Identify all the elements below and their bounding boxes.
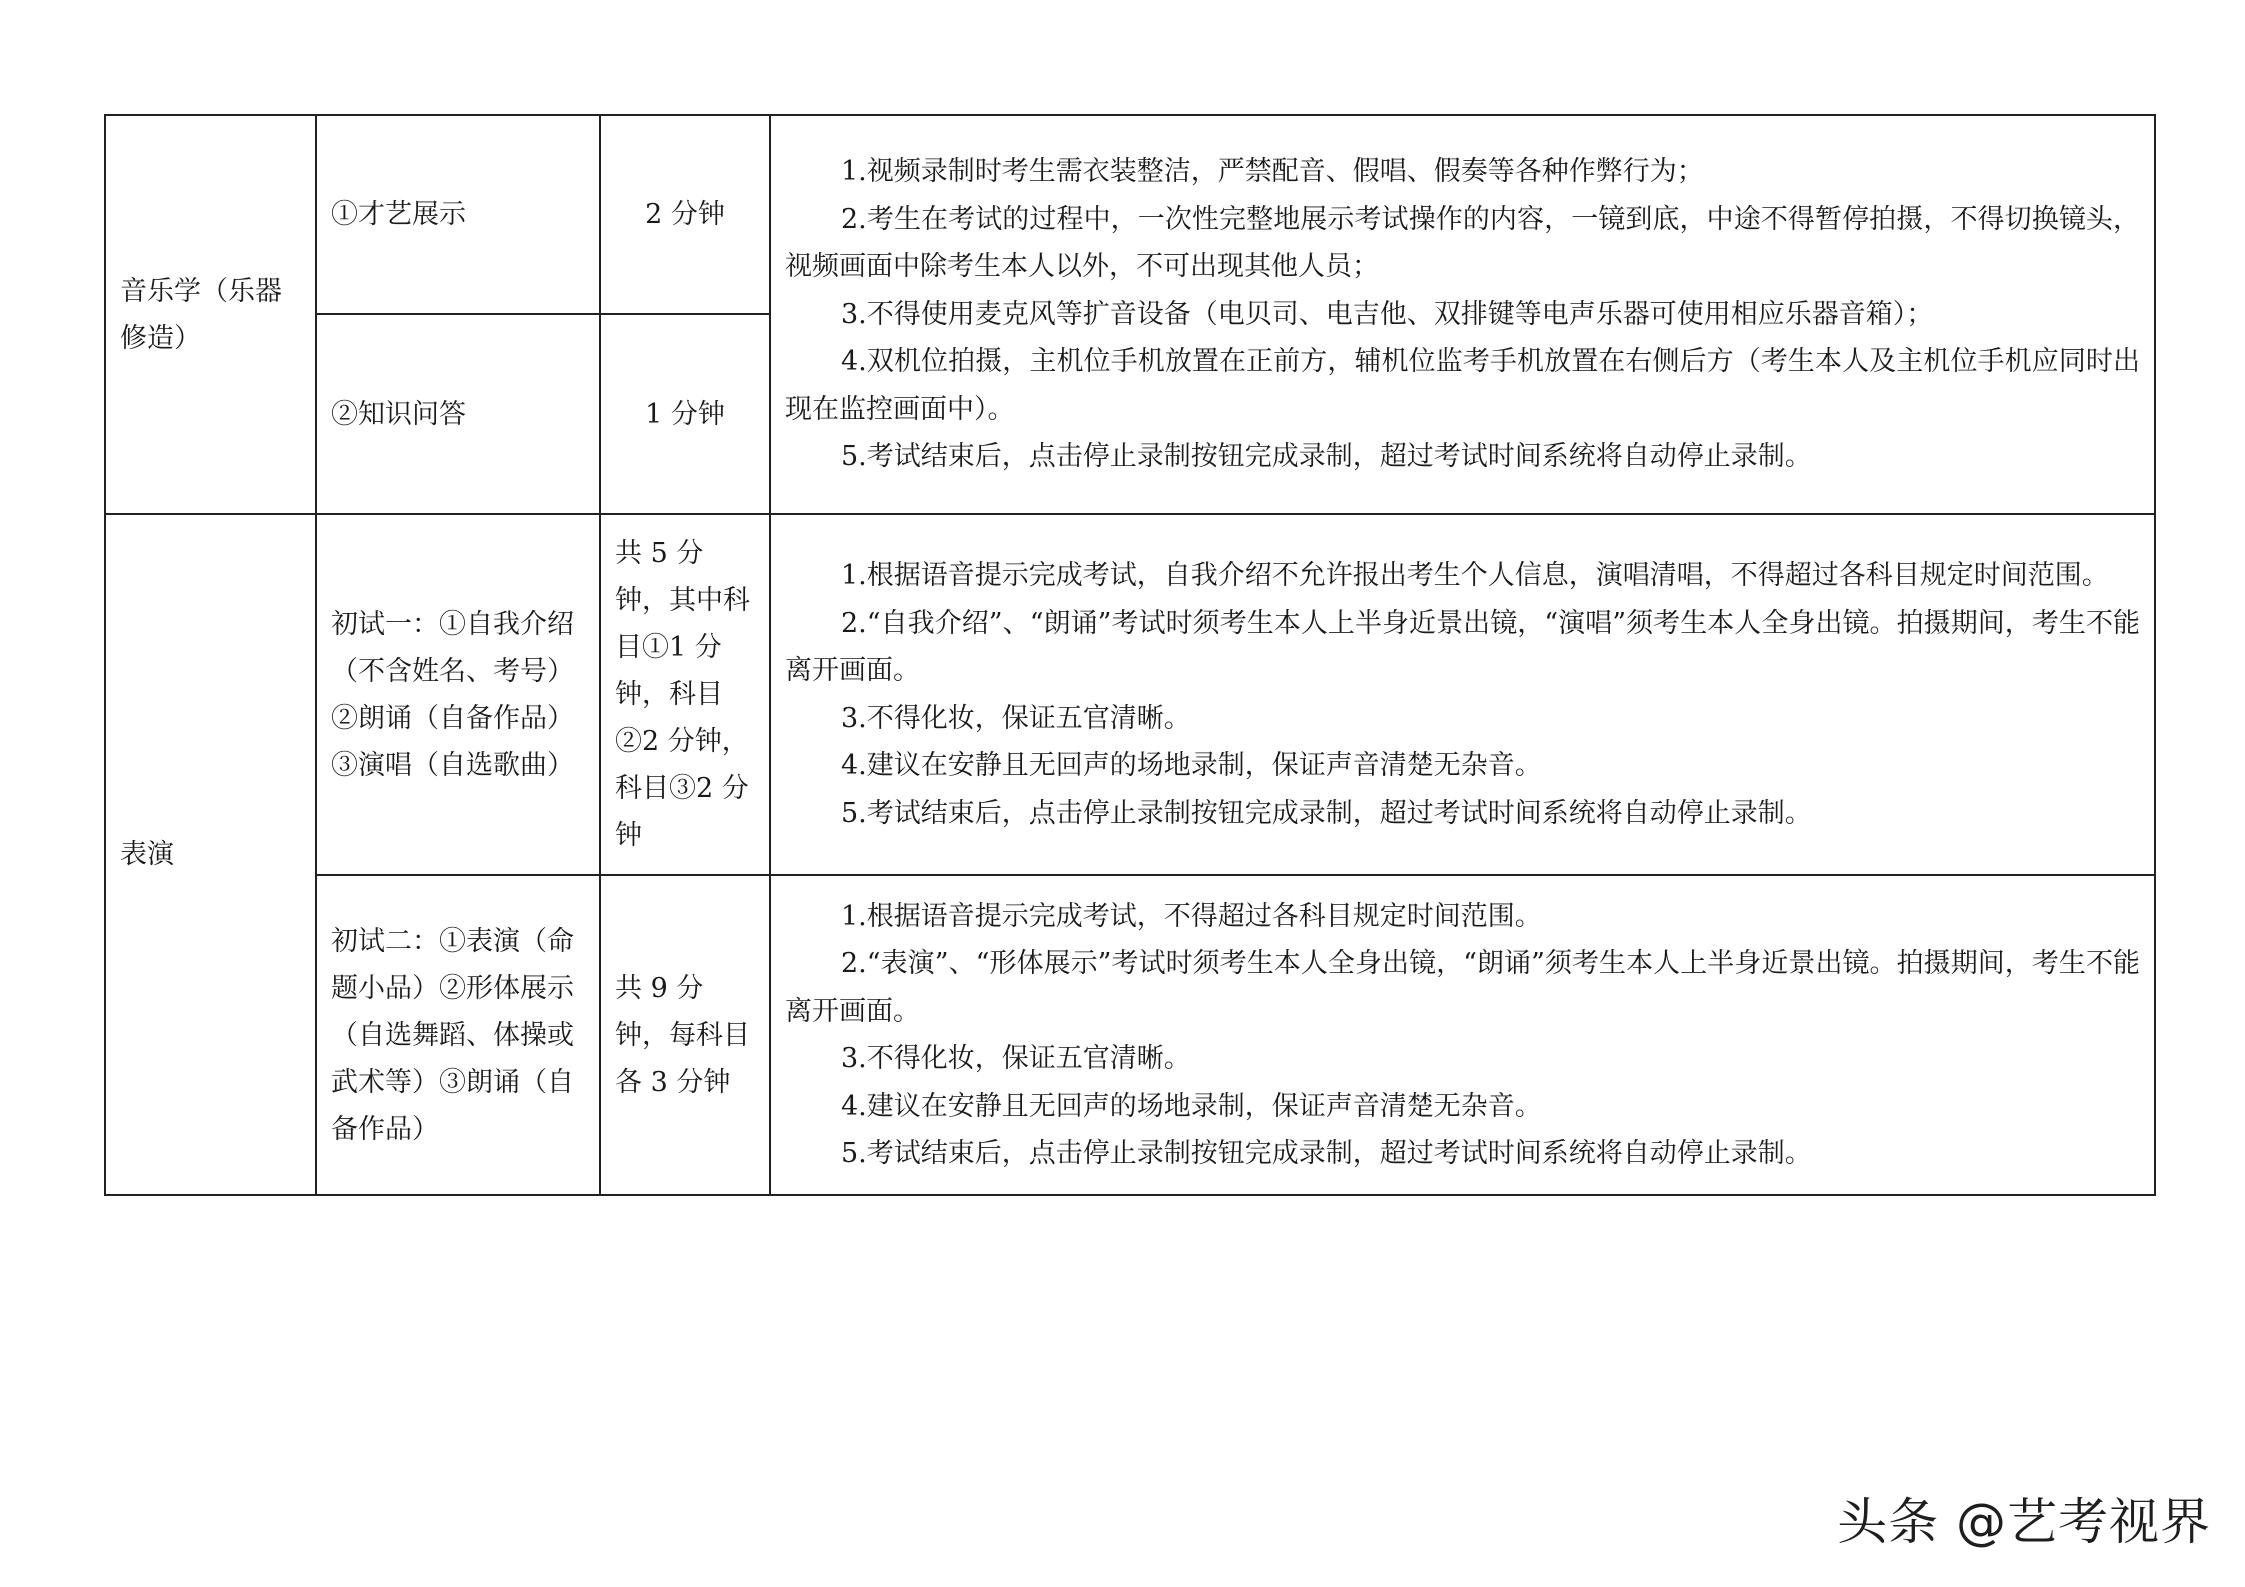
table-row bbox=[105, 514, 2155, 875]
exam-requirements-table bbox=[104, 114, 2156, 1196]
requirement-item: 5.考试结束后，点击停止录制按钮完成录制，超过考试时间系统将自动停止录制。 bbox=[841, 441, 1812, 473]
requirement-item: 4.双机位拍摄，主机位手机放置在正前方，辅机位监考手机放置在右侧后方（考生本人及主机位手机应同时出现在监控画面中）。 bbox=[785, 346, 2140, 425]
requirement-item: 3.不得化妆，保证五官清晰。 bbox=[841, 702, 1191, 734]
requirement-item: 4.建议在安静且无回声的场地录制，保证声音清楚无杂音。 bbox=[841, 750, 1542, 781]
requirements-cell bbox=[770, 514, 2155, 875]
requirement-item: 1.视频录制时考生需衣装整洁，严禁配音、假唱、假奏等各种作弊行为； bbox=[841, 156, 1704, 188]
exam-item-cell: 初试一：①自我介绍（不含姓名、考号）②朗诵（自备作品）③演唱（自选歌曲） bbox=[316, 514, 600, 875]
table-row bbox=[105, 115, 2155, 314]
watermark: 头条 @艺考视界 bbox=[1837, 1493, 2211, 1551]
category-cell: 表演 bbox=[105, 514, 316, 1195]
table-row bbox=[105, 875, 2155, 1195]
requirement-item: 5.考试结束后，点击停止录制按钮完成录制，超过考试时间系统将自动停止录制。 bbox=[841, 797, 1812, 829]
duration-cell: 2 分钟 bbox=[600, 115, 770, 314]
requirements-cell bbox=[770, 875, 2155, 1195]
requirement-item: 2.考生在考试的过程中，一次性完整地展示考试操作的内容，一镜到底，中途不得暂停拍摄，不得切换镜头，视频画面中除考生本人以外，不可出现其他人员； bbox=[785, 203, 2140, 283]
duration-cell: 共 9 分钟，每科目各 3 分钟 bbox=[600, 875, 770, 1195]
exam-item-cell: ②知识问答 bbox=[316, 314, 600, 514]
exam-item-cell: ①才艺展示 bbox=[316, 115, 600, 314]
requirement-item: 5.考试结束后，点击停止录制按钮完成录制，超过考试时间系统将自动停止录制。 bbox=[841, 1138, 1812, 1169]
duration-cell: 1 分钟 bbox=[600, 314, 770, 514]
category-cell: 音乐学（乐器修造） bbox=[105, 115, 316, 514]
requirement-item: 3.不得使用麦克风等扩音设备（电贝司、电吉他、双排键等电声乐器可使用相应乐器音箱）； bbox=[841, 298, 1934, 330]
requirement-item: 1.根据语音提示完成考试，不得超过各科目规定时间范围。 bbox=[841, 900, 1542, 932]
duration-cell: 共 5 分钟，其中科目①1 分钟，科目②2 分钟，科目③2 分钟 bbox=[600, 514, 770, 875]
requirement-item: 2.“表演”、“形体展示”考试时须考生本人全身出镜，“朗诵”须考生本人上半身近景出镜。拍摄期间，考生不能离开画面。 bbox=[785, 948, 2140, 1027]
exam-item-cell: 初试二：①表演（命题小品）②形体展示（自选舞蹈、体操或武术等）③朗诵（自备作品） bbox=[316, 875, 600, 1195]
requirement-item: 2.“自我介绍”、“朗诵”考试时须考生本人上半身近景出镜，“演唱”须考生本人全身出镜。拍摄期间，考生不能离开画面。 bbox=[785, 607, 2140, 686]
requirement-item: 4.建议在安静且无回声的场地录制，保证声音清楚无杂音。 bbox=[841, 1090, 1542, 1122]
requirement-item: 1.根据语音提示完成考试，自我介绍不允许报出考生个人信息，演唱清唱，不得超过各科目规定时间范围。 bbox=[841, 560, 2109, 591]
requirements-cell bbox=[770, 115, 2155, 514]
requirement-item: 3.不得化妆，保证五官清晰。 bbox=[841, 1043, 1191, 1074]
